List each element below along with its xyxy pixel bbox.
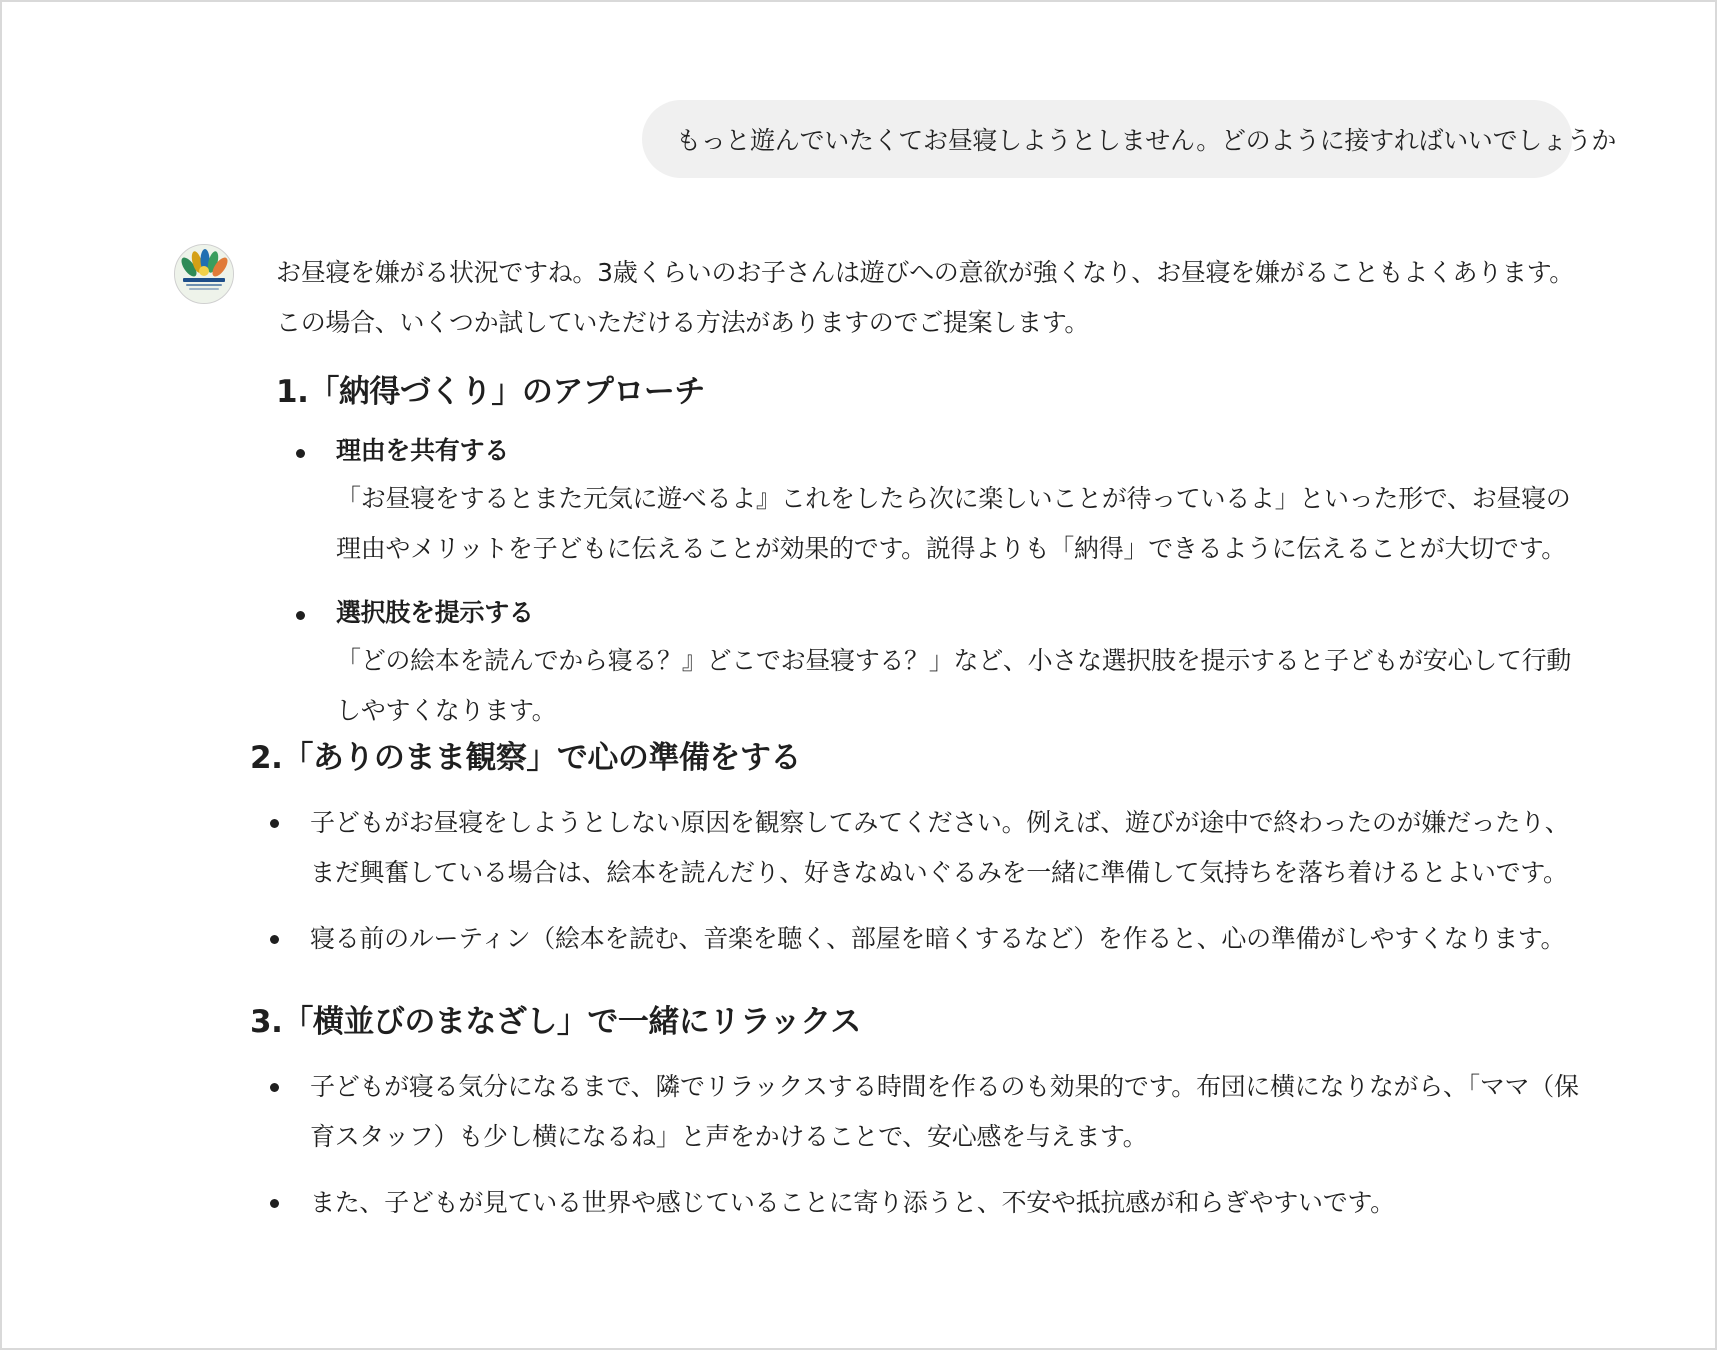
assistant-message	[250, 248, 1580, 1228]
section-heading-3: 3.「横並びのまなざし」で一緒にリラックス	[250, 1004, 861, 1040]
assistant-avatar	[174, 244, 234, 304]
list-item	[250, 428, 1580, 574]
section-3-list	[250, 1062, 1580, 1228]
list-item	[250, 798, 1580, 898]
list-item-title: 選択肢を提示する	[336, 598, 534, 627]
list-item	[250, 914, 1580, 964]
list-item	[250, 590, 1580, 736]
list-item-text: また、子どもが見ている世界や感じていることに寄り添うと、不安や抵抗感が和らぎやすいです。	[310, 1188, 1395, 1217]
list-item-body: 「どの絵本を読んでから寝る？』どこでお昼寝する？」など、小さな選択肢を提示すると子どもが安心して行動しやすくなります。	[336, 646, 1572, 725]
section-heading-1: 1.「納得づくり」のアプローチ	[276, 374, 705, 410]
section-heading-2: 2.「ありのまま観察」で心の準備をする	[250, 740, 801, 776]
user-message-text: もっと遊んでいたくてお昼寝しようとしません。どのように接すればいいでしょうか	[676, 126, 1617, 155]
list-item-text: 子どもがお昼寝をしようとしない原因を観察してみてください。例えば、遊びが途中で終わったのが嫌だったり、まだ興奮している場合は、絵本を読んだり、好きなぬいぐるみを一緒に準備して気持ちを落ち着けるとよいです。	[310, 808, 1570, 887]
list-item	[250, 1062, 1580, 1162]
bullet-icon	[270, 935, 279, 944]
user-message-bubble	[642, 100, 1617, 178]
list-item	[250, 1178, 1580, 1228]
list-item-title: 理由を共有する	[336, 436, 509, 465]
bullet-icon	[296, 611, 305, 620]
organization-logo-icon	[175, 245, 233, 303]
list-item-text: 寝る前のルーティン（絵本を読む、音楽を聴く、部屋を暗くするなど）を作ると、心の準備がしやすくなります。	[310, 924, 1566, 953]
bullet-icon	[270, 819, 279, 828]
bullet-icon	[270, 1083, 279, 1092]
list-item-body: 「お昼寝をするとまた元気に遊べるよ』これをしたら次に楽しいことが待っているよ」といった形で、お昼寝の理由やメリットを子どもに伝えることが効果的です。説得よりも「納得」できるように伝えることが大切です。	[336, 484, 1571, 563]
section-1-list	[250, 428, 1580, 736]
bullet-icon	[296, 449, 305, 458]
bullet-icon	[270, 1199, 279, 1208]
section-2-list	[250, 798, 1580, 964]
assistant-intro: お昼寝を嫌がる状況ですね。3歳くらいのお子さんは遊びへの意欲が強くなり、お昼寝を嫌がることもよくあります。この場合、いくつか試していただける方法がありますのでご提案します。	[276, 258, 1575, 337]
list-item-text: 子どもが寝る気分になるまで、隣でリラックスする時間を作るのも効果的です。布団に横になりながら、「ママ（保育スタッフ）も少し横になるね」と声をかけることで、安心感を与えます。	[310, 1072, 1579, 1151]
